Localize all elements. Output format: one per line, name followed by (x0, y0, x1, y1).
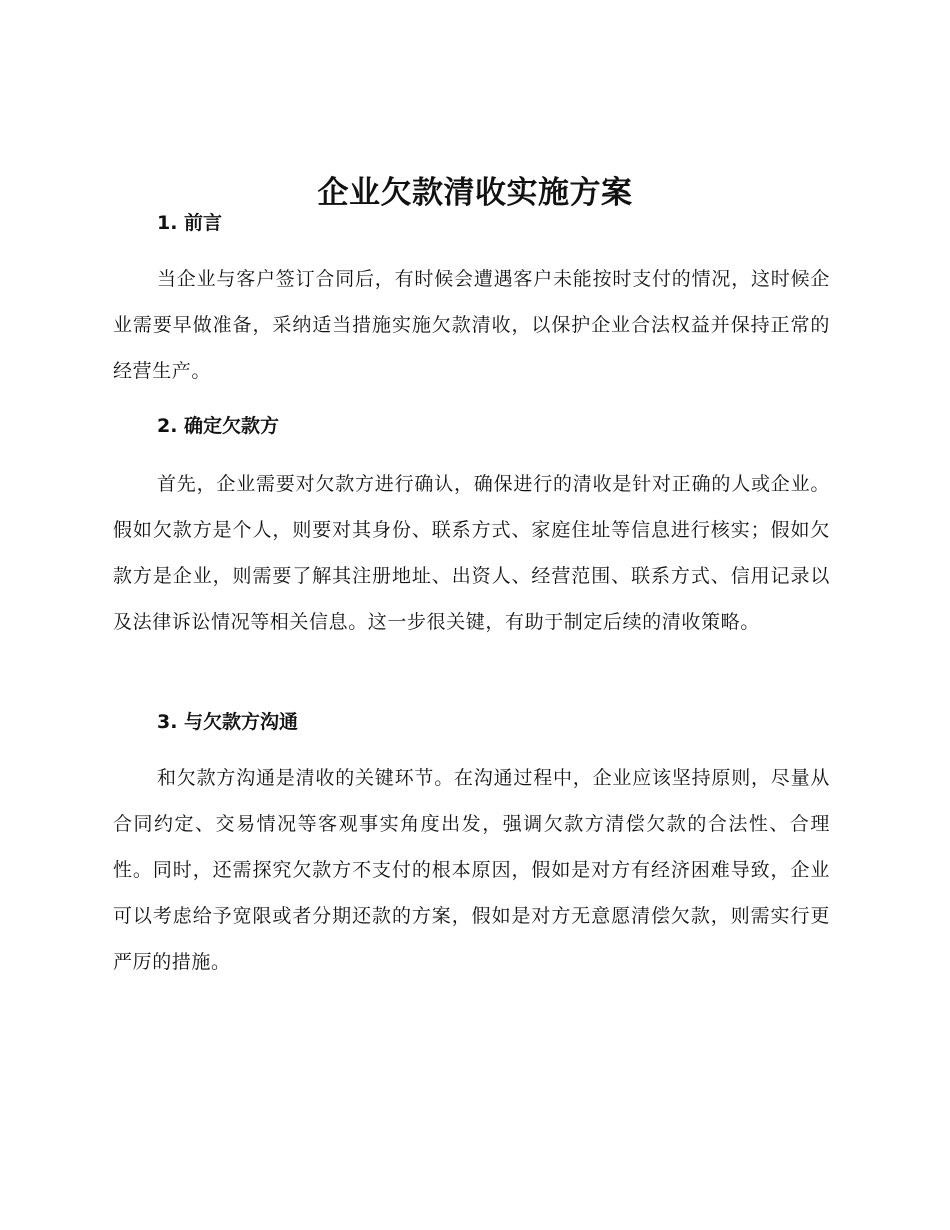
document-title: 企业欠款清收实施方案 (317, 174, 633, 211)
paragraph-communicate-debtor: 和欠款方沟通是清收的关键环节。在沟通过程中，企业应该坚持原则，尽量从合同约定、交易情况等客观事实角度出发，强调欠款方清偿欠款的合法性、合理性。同时，还需探究欠款方不支付的根本原因，假如是对方有经济困难导致，企业可以考虑给予宽限或者分期还款的方案，假如是对方无意愿清偿欠款，则需实行更严厉的措施。 (113, 767, 830, 973)
paragraph-preface: 当企业与客户签订合同后，有时候会遭遇客户未能按时支付的情况，这时候企业需要早做准备，采纳适当措施实施欠款清收，以保护企业合法权益并保持正常的经营生产。 (113, 268, 830, 382)
section-heading-identify-debtor: 2. 确定欠款方 (157, 415, 280, 437)
section-heading-preface: 1. 前言 (157, 212, 223, 234)
section-heading-communicate-debtor: 3. 与欠款方沟通 (157, 711, 299, 733)
paragraph-identify-debtor: 首先，企业需要对欠款方进行确认，确保进行的清收是针对正确的人或企业。假如欠款方是个人，则要对其身份、联系方式、家庭住址等信息进行核实；假如欠款方是企业，则需要了解其注册地址、出资人、经营范围、联系方式、信用记录以及法律诉讼情况等相关信息。这一步很关键，有助于制定后续的清收策略。 (113, 473, 830, 633)
